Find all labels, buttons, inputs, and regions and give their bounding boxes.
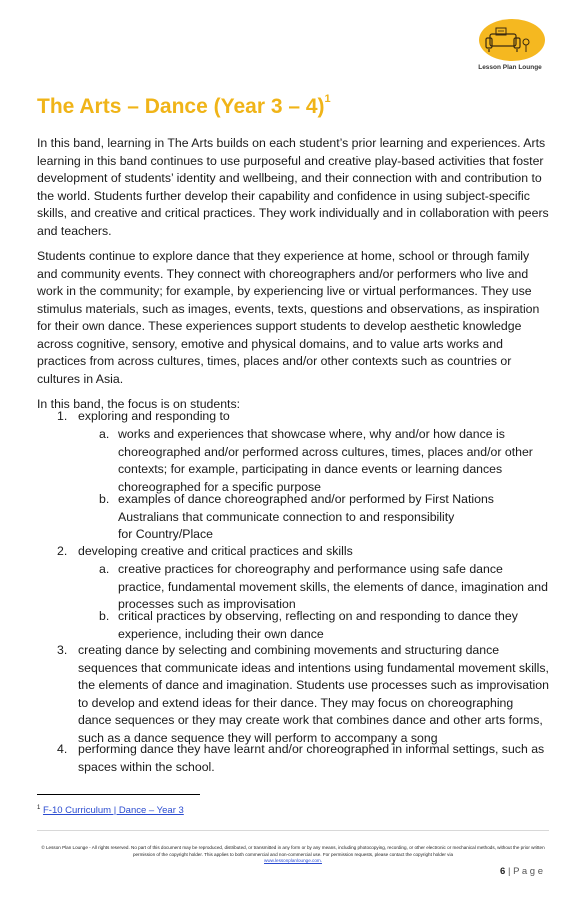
- list-number: 3.: [57, 643, 68, 657]
- list-item: exploring and responding to: [78, 409, 230, 423]
- sofa-logo-icon: [474, 18, 546, 64]
- sublist-item: critical practices by observing, reflecting on and responding to dance they experience, including their own dance: [118, 609, 518, 641]
- page-label: P a g e: [513, 866, 543, 877]
- list-item: developing creative and critical practices and skills: [78, 544, 353, 558]
- page-number: 6 | P a g e: [500, 866, 543, 877]
- page-title: [37, 95, 331, 119]
- intro-section: [37, 135, 549, 422]
- list-item: performing dance they have learnt and/or choreographed in informal settings, such as spaces within the school.: [78, 742, 545, 774]
- logo: [474, 18, 546, 64]
- sublist-item-continuation: for Country/Place: [118, 527, 214, 541]
- sublist-letter: b.: [99, 492, 110, 506]
- sublist-item: examples of dance choreographed and/or performed by First Nations Australians that communicate connection to and responsibility: [118, 492, 494, 524]
- sublist-item: works and experiences that showcase where, why and/or how dance is choreographed and/or performed across cultures, times, places and/or other contexts; for example, participating in dance events or learning dances choreographed for a specific purpose: [118, 427, 533, 494]
- copyright-text: © Lesson Plan Lounge - All rights reserved. No part of this document may be reproduced, distributed, or transmitted in any form or by any means, including photocopying, recording, or other electronic or mechanical methods, without the prior written permission of the copyright holder. This applies to both commercial and non-commercial use. For permission requests, please contact the copyright holder via: [41, 845, 545, 857]
- footer-divider: [37, 830, 549, 831]
- list-number: 4.: [57, 742, 68, 756]
- copyright-notice: [37, 845, 549, 865]
- sublist-item: creative practices for choreography and performance using safe dance practice, fundamental movement skills, the elements of dance, imagination and processes such as improvisation: [118, 562, 548, 611]
- website-link[interactable]: www.lessonplanlounge.com.: [264, 858, 322, 863]
- footnote-mark: 1: [37, 805, 41, 811]
- list-item: creating dance by selecting and combining movements and structuring dance sequences that communicate ideas and intentions using fundamental movement skills, the elements of dance and imagination. Students use processes such as improvisation to develop and extend ideas for their dance. They may focus on choreographing dance sequences or they may create work that combines dance and other arts forms, such as a dance sequence they will perform to accompany a song: [78, 643, 549, 745]
- page-title-text: The Arts – Dance (Year 3 – 4): [37, 95, 325, 118]
- list-number: 1.: [57, 409, 68, 423]
- footnote-divider: [37, 794, 200, 795]
- list-number: 2.: [57, 544, 68, 558]
- footnote-link[interactable]: F-10 Curriculum | Dance – Year 3: [42, 805, 184, 816]
- sublist-letter: a.: [99, 427, 110, 441]
- intro-paragraph: In this band, learning in The Arts builds on each student’s prior learning and experiences. Arts learning in this band continues to use purposeful and creative play-based activities that foster development of students’ identity and wellbeing, and their connection with and contribution to the world. Students further develop their capability and confidence in using subject-specific skills, and creative and critical practices. They work individually and in collaboration with peers and teachers.: [37, 136, 549, 238]
- sublist-letter: b.: [99, 609, 110, 623]
- footnote: [37, 805, 184, 816]
- intro-paragraph: Students continue to explore dance that they experience at home, school or through family and community events. They connect with choreographers and/or performers who live and work in the community; for example, by experiencing live or virtual performances. They use stimulus materials, such as images, events, texts, questions and observations, as inspiration for their own dance. These experiences support students to develop aesthetic knowledge across cognitive, sensory, emotive and physical domains, and to value arts works and practices from across cultures, times, places and/or other contexts such as countries or cultures in Asia.: [37, 249, 540, 386]
- title-footnote-mark: 1: [324, 93, 331, 105]
- focus-lead-in: In this band, the focus is on students:: [37, 397, 241, 411]
- page-number-value: 6: [500, 866, 506, 877]
- sublist-letter: a.: [99, 562, 110, 576]
- logo-text: Lesson Plan Lounge: [478, 64, 542, 71]
